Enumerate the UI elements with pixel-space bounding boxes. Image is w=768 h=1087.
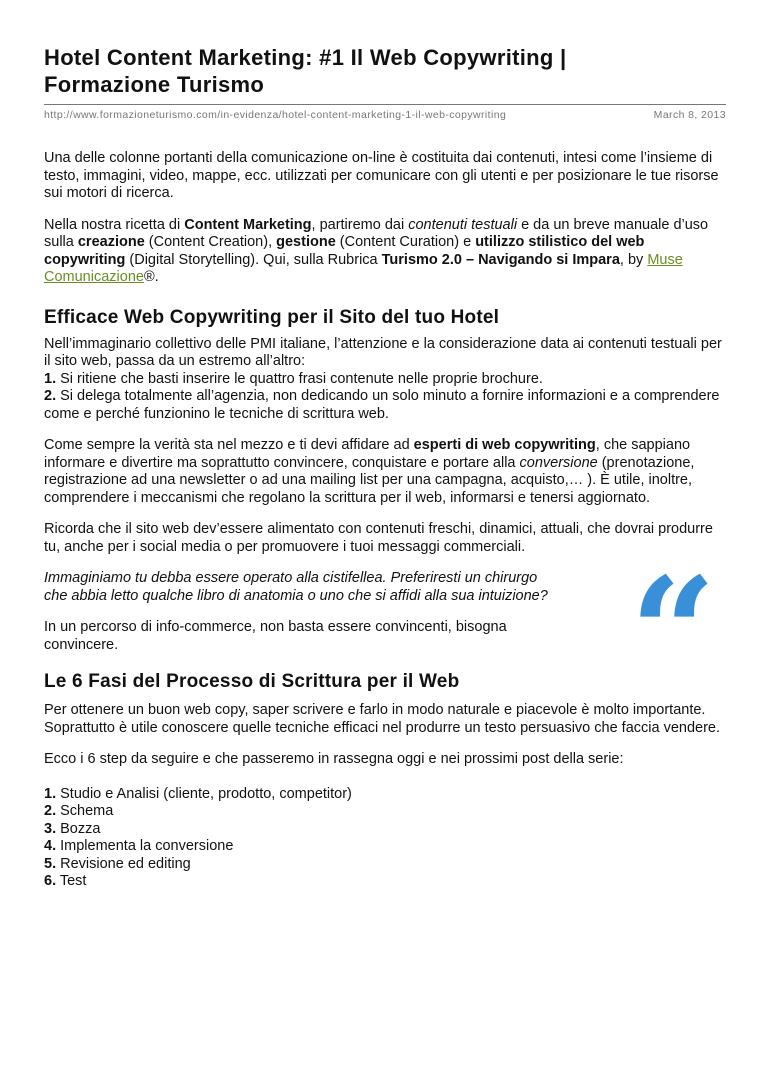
steps-list <box>44 786 726 891</box>
list-item: 4. Implementa la conversione <box>44 838 234 854</box>
publish-date: March 8, 2013 <box>653 109 726 121</box>
quote-mark-icon: “ <box>630 545 717 721</box>
header-meta <box>44 109 726 121</box>
section1-paragraph-1: Nell’immaginario collettivo delle PMI italiane, l’attenzione e la considerazione data ai contenuti testuali per il sito web, passa da un estremo all’altro: <box>44 335 722 369</box>
source-url: http://www.formazioneturismo.com/in-evidenza/hotel-content-marketing-1-il-web-copywriting <box>44 109 507 121</box>
section1-list-item-1: 1. Si ritiene che basti inserire le quattro frasi contenute nelle proprie brochure. <box>44 370 543 387</box>
section-heading-web-copywriting: Efficace Web Copywriting per il Sito del tuo Hotel <box>44 306 500 328</box>
header-divider <box>44 104 726 105</box>
section1-paragraph-2: Come sempre la verità sta nel mezzo e ti devi affidare ad esperti di web copywriting, che sappiano informare e divertire ma soprattutto convincere, conquistare e portare alla conversione (prenotazione, registrazione ad una newsletter o ad una mailing list per una campagna, acquisto,… ). È utile, inoltre, comprendere i meccanismi che regolano la scrittura per il web, informarsi e tenersi aggiornato. <box>44 437 695 506</box>
list-item: 2. Schema <box>44 803 114 819</box>
section-heading-6-fasi: Le 6 Fasi del Processo di Scrittura per il Web <box>44 671 460 692</box>
muse-comunicazione-link[interactable]: Muse Comunicazione <box>44 251 683 285</box>
section2-paragraph-2: Ecco i 6 step da seguire e che passeremo in rassegna oggi e nei prossimi post della serie: <box>44 751 624 767</box>
list-item: 6. Test <box>44 873 87 889</box>
section1-paragraph-4: In un percorso di info-commerce, non basta essere convincenti, bisogna convincere. <box>44 619 507 653</box>
section1-paragraph-3: Ricorda che il sito web dev’essere alimentato con contenuti freschi, dinamici, attuali, che dovrai produrre tu, anche per i social media o per promuovere i tuoi messaggi commerciali. <box>44 521 713 555</box>
list-item: 1. Studio e Analisi (cliente, prodotto, competitor) <box>44 785 352 802</box>
page-title: Hotel Content Marketing: #1 Il Web Copywriting | Formazione Turismo <box>44 45 567 97</box>
intro-paragraph-2: Nella nostra ricetta di Content Marketing, partiremo dai contenuti testuali e da un breve manuale d’uso sulla creazione (Content Creation), gestione (Content Curation) e utilizzo stilistico del web copywriting (Digital Storytelling). Qui, sulla Rubrica Turismo 2.0 – Navigando si Impara, by Muse Comunicazione®. <box>44 216 709 285</box>
list-item: 3. Bozza <box>44 820 101 837</box>
section2-paragraph-1: Per ottenere un buon web copy, saper scrivere e farlo in modo naturale e piacevole è molto importante. Soprattutto è utile conoscere quelle tecniche efficaci nel produrre un testo persuasivo che faccia vendere. <box>44 702 720 736</box>
document-page <box>44 44 726 891</box>
section1-list-item-2: 2. Si delega totalmente all’agenzia, non dedicando un solo minuto a fornire informazioni e a comprendere come e perché funzionino le tecniche di scrittura web. <box>44 388 720 422</box>
intro-paragraph-1: Una delle colonne portanti della comunicazione on-line è costituita dai contenuti, intesi come l’insieme di testo, immagini, video, mappe, ecc. utilizzati per comunicare con gli utenti e per posizionare le tue risorse sui motori di ricerca. <box>44 150 719 201</box>
list-item: 5. Revisione ed editing <box>44 855 191 872</box>
quote-text: Immaginiamo tu debba essere operato alla cistifellea. Preferiresti un chirurgo che abbia letto qualche libro di anatomia o uno che si affidi alla sua intuizione? <box>44 570 548 604</box>
